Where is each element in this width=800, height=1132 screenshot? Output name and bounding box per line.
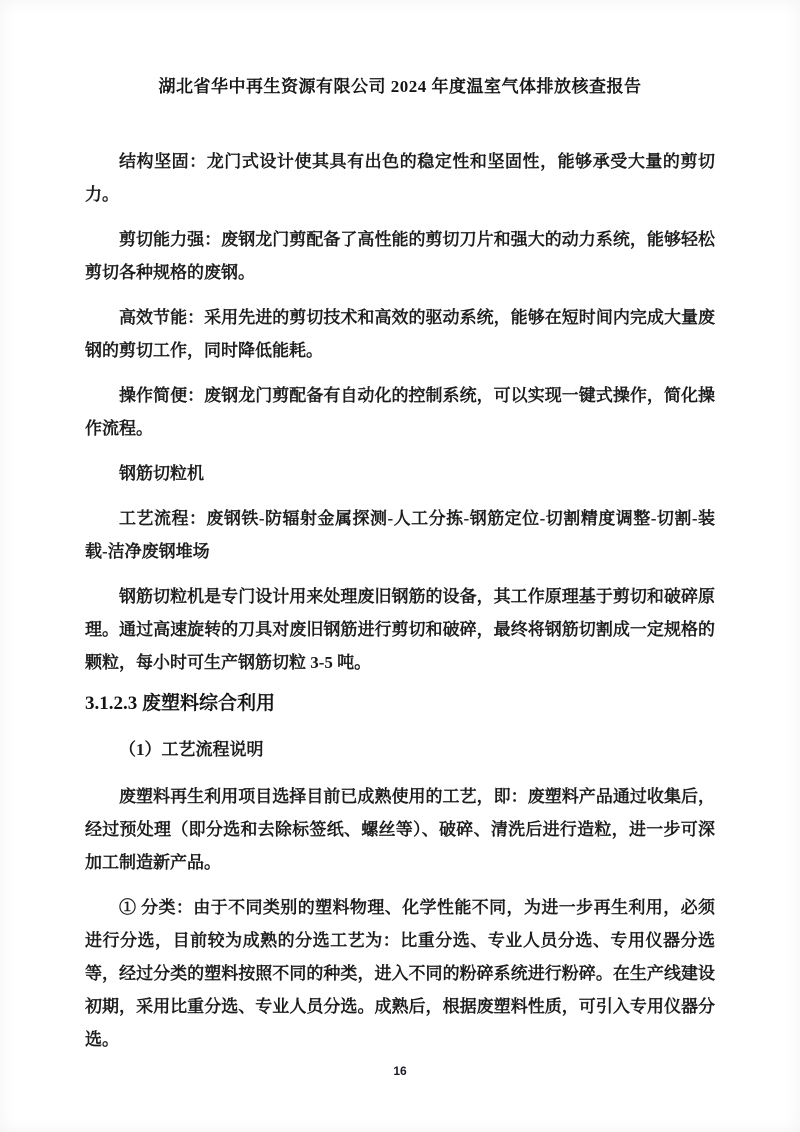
paragraph-structure-sturdy: 结构坚固：龙门式设计使其具有出色的稳定性和坚固性，能够承受大量的剪切力。: [85, 152, 715, 204]
document-header-title: 湖北省华中再生资源有限公司 2024 年度温室气体排放核查报告: [158, 77, 642, 96]
subheading-process-description: （1）工艺流程说明: [119, 740, 264, 759]
paragraph-rebar-cutter-label: 钢筋切粒机: [119, 464, 204, 483]
paragraph-plastic-recycling-process: 废塑料再生利用项目选择目前已成熟使用的工艺，即：废塑料产品通过收集后，经过预处理（即分选和去除标签纸、螺丝等）、破碎、清洗后进行造粒，进一步可深加工制造新产品。: [85, 787, 715, 872]
section-heading-waste-plastic: 3.1.2.3 废塑料综合利用: [85, 693, 276, 714]
paragraph-rebar-cutter-description: 钢筋切粒机是专门设计用来处理废旧钢筋的设备，其工作原理基于剪切和破碎原理。通过高速旋转的刀具对废旧钢筋进行剪切和破碎，最终将钢筋切割成一定规格的颗粒，每小时可生产钢筋切粒 3-5 吨。: [85, 587, 715, 672]
paragraph-energy-efficiency: 高效节能：采用先进的剪切技术和高效的驱动系统，能够在短时间内完成大量废钢的剪切工作，同时降低能耗。: [85, 308, 715, 360]
paragraph-plastic-sorting: ① 分类：由于不同类别的塑料物理、化学性能不同，为进一步再生利用，必须进行分选，目前较为成熟的分选工艺为：比重分选、专业人员分选、专用仪器分选等，经过分类的塑料按照不同的种类，进入不同的粉碎系统进行粉碎。在生产线建设初期，采用比重分选、专业人员分选。成熟后，根据废塑料性质，可引入专用仪器分选。: [85, 898, 715, 1049]
paragraph-shearing-capacity: 剪切能力强：废钢龙门剪配备了高性能的剪切刀片和强大的动力系统，能够轻松剪切各种规格的废钢。: [85, 230, 715, 282]
paragraph-easy-operation: 操作简便：废钢龙门剪配备有自动化的控制系统，可以实现一键式操作，简化操作流程。: [85, 386, 715, 438]
paragraph-process-flow: 工艺流程：废钢铁-防辐射金属探测-人工分拣-钢筋定位-切割精度调整-切割-装载-洁净废钢堆场: [85, 509, 715, 561]
page-number: 16: [393, 1064, 407, 1078]
